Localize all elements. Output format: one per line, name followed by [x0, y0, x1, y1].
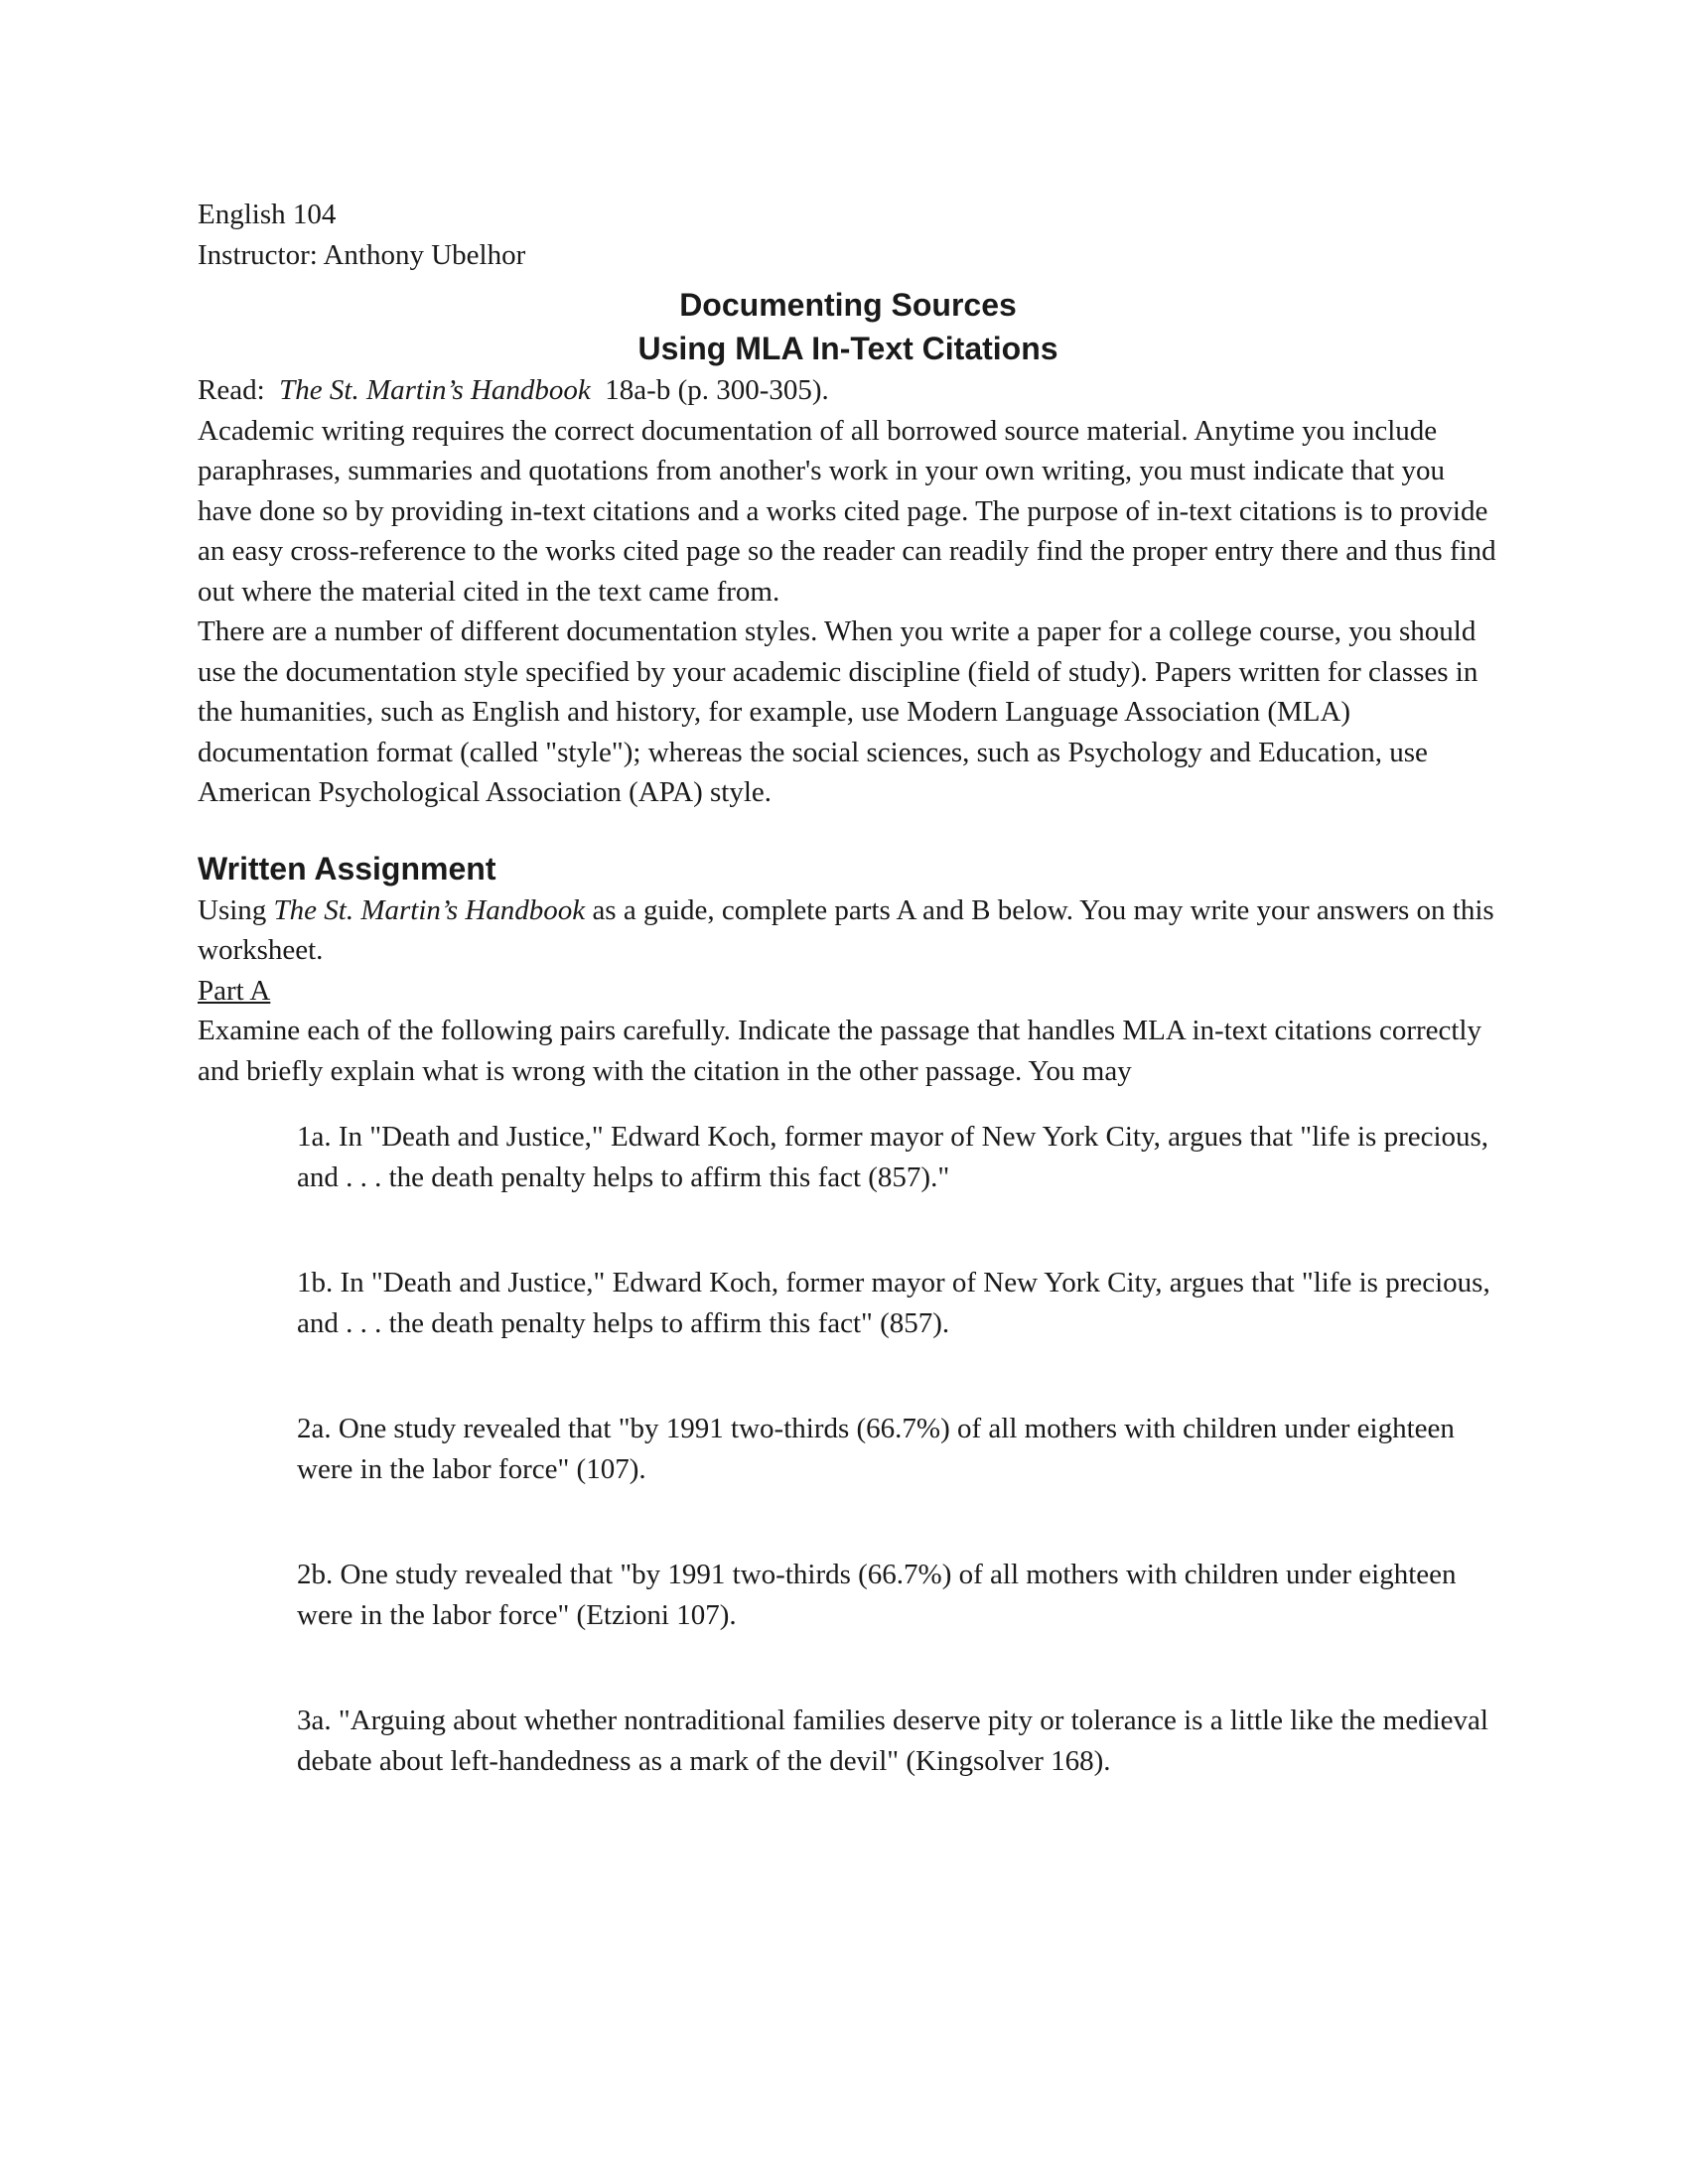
- part-a-label: Part A: [198, 974, 271, 1007]
- reading-prefix: Read:: [198, 374, 265, 406]
- list-item: 3a. "Arguing about whether nontraditional families deserve pity or tolerance is a little like the medieval debate about left-handedness as a mark of the devil" (Kingsolver 168).: [297, 1705, 1488, 1777]
- intro-paragraph-1: Academic writing requires the correct documentation of all borrowed source material. Anytime you include paraphrases, summaries and quotations from another's work in your own writing, you must indicate that you have done so by providing in-text citations and a works cited page. The purpose of in-text citations is to provide an easy cross-reference to the works cited page so the reader can readily find the proper entry there and thus find out where the material cited in the text came from.: [198, 414, 1496, 608]
- citation-pairs-list: [198, 1117, 1508, 1781]
- reading-assignment: [198, 370, 1498, 411]
- page-title: [198, 283, 1498, 370]
- section-heading-written-assignment: Written Assignment: [198, 850, 496, 887]
- part-a-instructions: Examine each of the following pairs carefully. Indicate the passage that handles MLA in-text citations correctly and briefly explain what is wrong with the citation in the other passage. You may: [198, 1015, 1481, 1087]
- list-item: 1a. In "Death and Justice," Edward Koch, former mayor of New York City, argues that "life is precious, and . . . the death penalty helps to affirm this fact (857).": [297, 1121, 1489, 1193]
- list-item: 2a. One study revealed that "by 1991 two-thirds (66.7%) of all mothers with children under eighteen were in the labor force" (107).: [297, 1413, 1455, 1485]
- instructor-name: Instructor: Anthony Ubelhor: [198, 238, 526, 271]
- title-line-1: Documenting Sources: [679, 287, 1017, 323]
- header-block: [198, 195, 1498, 275]
- assignment-book-title: The St. Martin’s Handbook: [273, 893, 586, 926]
- title-line-2: Using MLA In-Text Citations: [637, 331, 1058, 366]
- intro-paragraph-2: There are a number of different documentation styles. When you write a paper for a college course, you should use the documentation style specified by your academic discipline (field of study). Papers written for classes in the humanities, such as English and history, for example, use Modern Language Association (MLA) documentation format (called "style"); whereas the social sciences, such as Psychology and Education, use American Psychological Association (APA) style.: [198, 615, 1478, 808]
- list-item: 2b. One study revealed that "by 1991 two-thirds (66.7%) of all mothers with children under eighteen were in the labor force" (Etzioni 107).: [297, 1559, 1457, 1631]
- assignment-prefix: Using: [198, 893, 267, 926]
- document-body: [198, 195, 1498, 1781]
- reading-book-title: The St. Martin’s Handbook: [279, 374, 591, 406]
- assignment-suffix: as a guide, complete parts A and B below. You may write your answers on this worksheet.: [198, 893, 1494, 966]
- course-name: English 104: [198, 199, 337, 230]
- assignment-instructions: [198, 890, 1498, 971]
- list-item: 1b. In "Death and Justice," Edward Koch, former mayor of New York City, argues that "life is precious, and . . . the death penalty helps to affirm this fact" (857).: [297, 1267, 1490, 1339]
- reading-pages: 18a-b (p. 300-305).: [605, 374, 829, 406]
